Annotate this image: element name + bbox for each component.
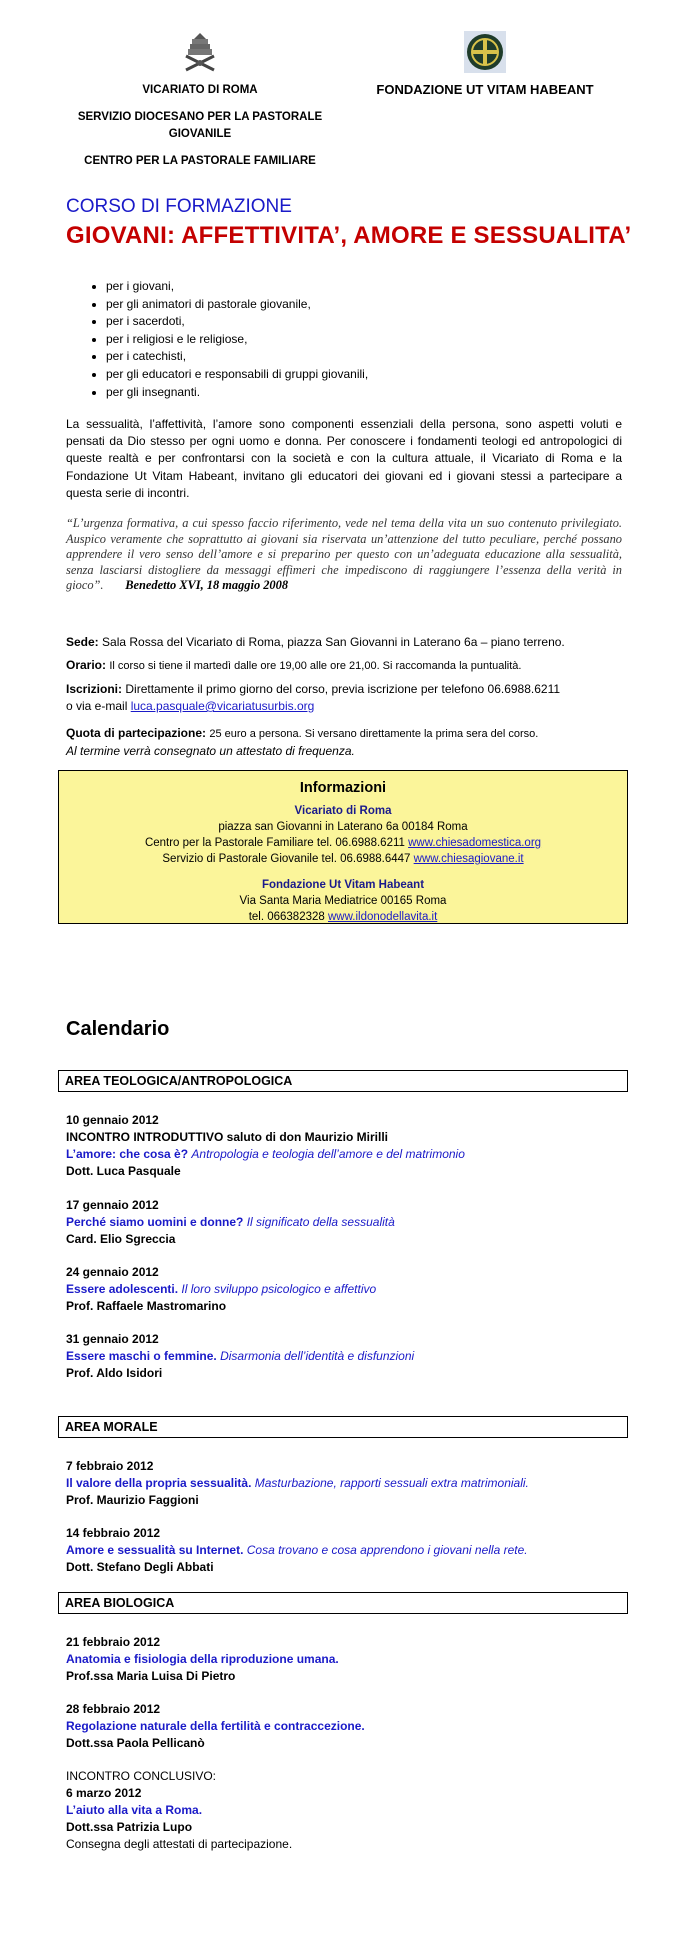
iscrizioni-label: Iscrizioni: xyxy=(66,682,123,696)
event-speaker: Card. Elio Sgreccia xyxy=(66,1232,176,1246)
event-subtitle: Antropologia e teologia dell’amore e del matrimonio xyxy=(191,1147,465,1161)
event-title-main: Anatomia e fisiologia della riproduzione umana. xyxy=(66,1652,339,1666)
event-title xyxy=(66,1802,626,1819)
giovanile-contact xyxy=(59,851,627,867)
event-title xyxy=(66,1651,626,1668)
course-label: CORSO DI FORMAZIONE xyxy=(66,196,292,217)
event-subtitle: Disarmonia dell’identità e disfunzioni xyxy=(220,1349,415,1363)
area-heading-teologica: AREA TEOLOGICA/ANTROPOLOGICA xyxy=(58,1070,628,1092)
audience-item: • per i sacerdoti, xyxy=(106,313,506,331)
audience-item: • per gli animatori di pastorale giovanile, xyxy=(106,296,506,314)
pope-quote xyxy=(66,516,622,594)
sede-line xyxy=(66,634,636,651)
info-box xyxy=(58,770,628,924)
iscrizioni-text: Direttamente il primo giorno del corso, previa iscrizione per telefono 06.6988.6211 xyxy=(125,682,561,696)
calendar-event xyxy=(66,1634,626,1685)
chiesadomestica-link[interactable]: www.chiesadomestica.org xyxy=(408,837,542,849)
event-title-main: Amore e sessualità su Internet. xyxy=(66,1543,244,1557)
calendar-event xyxy=(66,1458,626,1509)
fondazione-address: Via Santa Maria Mediatrice 00165 Roma xyxy=(239,895,447,907)
event-speaker: Dott.ssa Patrizia Lupo xyxy=(66,1820,193,1834)
familiare-text: Centro per la Pastorale Familiare tel. 06.6988.6211 xyxy=(144,837,405,849)
familiare-contact xyxy=(59,835,627,851)
event-title xyxy=(66,1542,626,1559)
event-speaker: Dott. Luca Pasquale xyxy=(66,1164,181,1178)
event-subtitle: Masturbazione, rapporti sessuali extra matrimoniali. xyxy=(254,1476,529,1490)
orario-line xyxy=(66,657,636,675)
intro-paragraph: La sessualità, l’affettività, l’amore sono componenti essenziali della persona, sono aspetti voluti e pensati da Dio stesso per ogni uomo e donna. Per conoscere i fondamenti teologi ed antropologici di queste realtà e per confrontarsi con la società e con la cultura attuale, il Vicariato di Roma e la Fondazione Ut Vitam Habeant, invitano gli educatori dei giovani ed i giovani stessi a partecipare a questa serie di incontri. xyxy=(66,417,622,500)
fondazione-tel: tel. 066382328 xyxy=(248,911,325,923)
event-speaker: Dott.ssa Paola Pellicanò xyxy=(66,1736,205,1750)
event-subtitle: Il significato della sessualità xyxy=(246,1215,395,1229)
event-title-main: Regolazione naturale della fertilità e contraccezione. xyxy=(66,1719,365,1733)
quote-text: “L’urgenza formativa, a cui spesso faccio riferimento, vede nel tema della vita un suo contenuto privilegiato. Auspico veramente che soprattutto ai giovani sia riservata un’attenzione del tutto peculiare, perché possano apprendere il vero senso dell’amore e si preparino per questo con un’adeguata educazione alla sessualità, senza lasciarsi distogliere da messaggi effimeri che impediscono di raggiungere l’essenza della verità in gioco”. xyxy=(66,516,622,593)
event-subtitle: Cosa trovano e cosa apprendono i giovani nella rete. xyxy=(246,1543,528,1557)
fondazione-name: Fondazione Ut Vitam Habeant xyxy=(261,879,425,891)
sede-text: Sala Rossa del Vicariato di Roma, piazza San Giovanni in Laterano 6a – piano terreno. xyxy=(102,635,565,649)
event-speaker: Prof. Raffaele Mastromarino xyxy=(66,1299,227,1313)
orario-label: Orario: xyxy=(66,658,107,672)
event-title-main: Perché siamo uomini e donne? xyxy=(66,1215,244,1229)
event-title xyxy=(66,1718,626,1735)
event-date: 17 gennaio 2012 xyxy=(66,1198,159,1212)
email-prefix: o via e-mail xyxy=(66,699,128,713)
calendar-event xyxy=(66,1264,626,1315)
event-title xyxy=(66,1214,626,1231)
audience-item: • per i religiosi e le religiose, xyxy=(106,331,506,349)
calendar-event xyxy=(66,1525,626,1576)
email-link[interactable]: luca.pasquale@vicariatusurbis.org xyxy=(130,699,315,713)
quota-text: 25 euro a persona. Si versano direttamente la prima sera del corso. xyxy=(209,728,539,740)
header-line-servizio: SERVIZIO DIOCESANO PER LA PASTORALE GIOVANILE xyxy=(77,111,323,140)
course-title: GIOVANI: AFFETTIVITA’, AMORE E SESSUALITA’ xyxy=(66,222,632,249)
header-line-vicariato: VICARIATO DI ROMA xyxy=(142,84,258,96)
event-title-main: Essere maschi o femmine. xyxy=(66,1349,217,1363)
calendar-event xyxy=(66,1701,626,1752)
attestato-text: Al termine verrà consegnato un attestato di frequenza. xyxy=(66,744,355,758)
audience-item: • per i giovani, xyxy=(106,278,506,296)
fondazione-title: FONDAZIONE UT VITAM HABEANT xyxy=(376,82,594,97)
closing-note: Consegna degli attestati di partecipazione. xyxy=(66,1837,293,1851)
calendar-event xyxy=(66,1197,626,1248)
event-title xyxy=(66,1281,626,1298)
giovanile-text: Servizio di Pastorale Giovanile tel. 06.6988.6447 xyxy=(162,853,411,865)
audience-item: • per gli insegnanti. xyxy=(106,384,506,402)
calendar-event-closing xyxy=(66,1768,626,1853)
event-date: 7 febbraio 2012 xyxy=(66,1459,154,1473)
event-speaker: Prof.ssa Maria Luisa Di Pietro xyxy=(66,1669,236,1683)
event-speaker: Prof. Aldo Isidori xyxy=(66,1366,163,1380)
event-title-main: L’aiuto alla vita a Roma. xyxy=(66,1803,203,1817)
event-date: 31 gennaio 2012 xyxy=(66,1332,159,1346)
area-heading-morale: AREA MORALE xyxy=(58,1416,628,1438)
fondazione-header xyxy=(350,30,620,97)
info-box-title: Informazioni xyxy=(299,780,387,796)
vicariato-name: Vicariato di Roma xyxy=(294,805,392,817)
closing-label: INCONTRO CONCLUSIVO: xyxy=(66,1769,217,1783)
calendar-event xyxy=(66,1331,626,1382)
audience-list xyxy=(88,278,506,401)
audience-item: • per i catechisti, xyxy=(106,348,506,366)
calendar-title: Calendario xyxy=(66,1018,170,1040)
audience-item: • per gli educatori e responsabili di gruppi giovanili, xyxy=(106,366,506,384)
event-date: 10 gennaio 2012 xyxy=(66,1113,159,1127)
chiesagiovane-link[interactable]: www.chiesagiovane.it xyxy=(413,853,524,865)
fondazione-logo-icon xyxy=(463,30,507,74)
event-date: 6 marzo 2012 xyxy=(66,1786,142,1800)
event-title-main: L’amore: che cosa è? xyxy=(66,1147,189,1161)
event-date: 21 febbraio 2012 xyxy=(66,1635,161,1649)
area-heading-biologica: AREA BIOLOGICA xyxy=(58,1592,628,1614)
vicariato-address: piazza san Giovanni in Laterano 6a 00184 Roma xyxy=(218,821,468,833)
fondazione-contact xyxy=(59,909,627,925)
event-title-main: Il valore della propria sessualità. xyxy=(66,1476,252,1490)
event-title xyxy=(66,1146,626,1163)
event-title xyxy=(66,1348,626,1365)
event-subtitle: Il loro sviluppo psicologico e affettivo xyxy=(181,1282,377,1296)
event-title-main: Essere adolescenti. xyxy=(66,1282,179,1296)
event-title xyxy=(66,1475,626,1492)
iscrizioni-line xyxy=(66,681,636,715)
quote-signature: Benedetto XVI, 18 maggio 2008 xyxy=(125,578,289,593)
sede-label: Sede: xyxy=(66,635,99,649)
event-speaker: Dott. Stefano Degli Abbati xyxy=(66,1560,214,1574)
orario-text: Il corso si tiene il martedì dalle ore 19,00 alle ore 21,00. Si raccomanda la puntualità. xyxy=(109,660,522,672)
papal-emblem-icon xyxy=(178,30,222,74)
event-intro: INCONTRO INTRODUTTIVO saluto di don Maurizio Mirilli xyxy=(66,1130,388,1144)
vicariato-header xyxy=(60,30,340,180)
event-date: 24 gennaio 2012 xyxy=(66,1265,159,1279)
quota-line xyxy=(66,725,636,760)
calendar-event xyxy=(66,1112,626,1180)
header-line-centro: CENTRO PER LA PASTORALE FAMILIARE xyxy=(84,155,316,167)
event-date: 28 febbraio 2012 xyxy=(66,1702,161,1716)
quota-label: Quota di partecipazione: xyxy=(66,726,207,740)
ildonodellavita-link[interactable]: www.ildonodellavita.it xyxy=(328,911,438,923)
event-date: 14 febbraio 2012 xyxy=(66,1526,161,1540)
event-speaker: Prof. Maurizio Faggioni xyxy=(66,1493,199,1507)
